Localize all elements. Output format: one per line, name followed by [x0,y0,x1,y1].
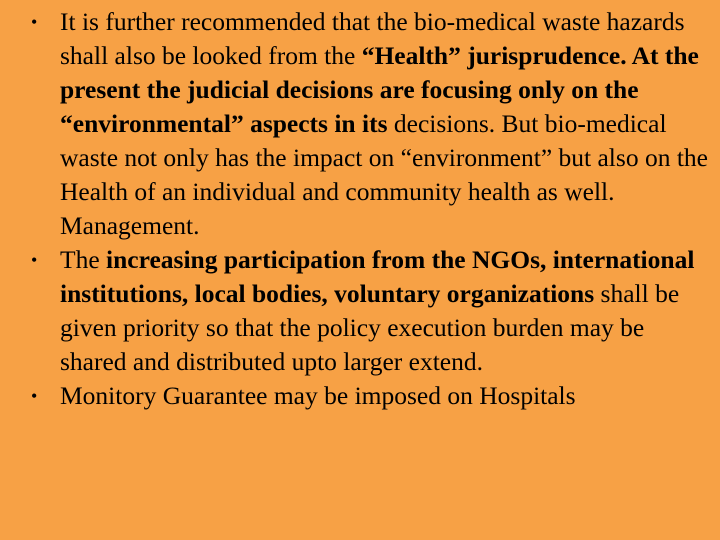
bullet-2-text-1: The [60,245,107,274]
bullet-3-text-1: Monitory Guarantee may be imposed on Hospitals [60,381,576,410]
bullet-list [0,5,720,413]
bullet-item-3 [0,379,720,413]
bullet-icon: • [31,250,38,270]
bullet-1-text-3: decisions. But bio-medical waste not only has the impact on “environment” but also on the Health of an individual and community health as well. Management. [60,109,708,240]
bullet-1-text-2: “Health” jurisprudence. At the present the judicial decisions are focusing only on the “environmental” aspects in its [60,41,699,138]
bullet-2-text-2: increasing participation from the NGOs, international institutions, local bodies, voluntary organizations [60,245,695,308]
bullet-item-2 [0,243,720,379]
bullet-1-text-1: It is further recommended that the bio-medical waste hazards shall also be looked from the [60,7,685,70]
bullet-icon: • [31,12,38,32]
bullet-icon: • [31,386,38,406]
bullet-2-text-3: shall be given priority so that the policy execution burden may be shared and distributed upto larger extend. [60,279,680,376]
bullet-item-1 [0,5,720,243]
